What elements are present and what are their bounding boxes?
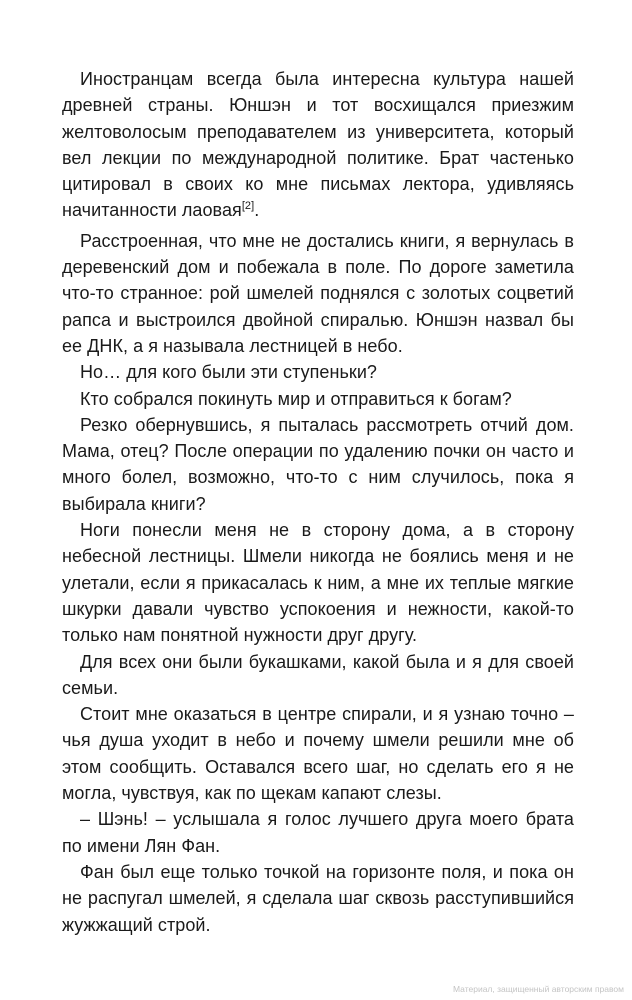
paragraph-9: – Шэнь! – услышала я голос лучшего друга моего брата по имени Лян Фан.	[62, 809, 574, 856]
copyright-watermark: Материал, защищенный авторским правом	[452, 984, 624, 994]
paragraph-3: Но… для кого были эти ступеньки?	[80, 362, 377, 383]
footnote-ref[interactable]: [2]	[241, 200, 255, 213]
paragraph-1-end: .	[254, 200, 260, 221]
paragraph-1	[62, 66, 574, 224]
paragraph-7: Для всех они были букашками, какой была и я для своей семьи.	[62, 651, 574, 698]
paragraph-4: Кто собрался покинуть мир и отправиться к богам?	[80, 388, 512, 409]
paragraph-10: Фан был еще только точкой на горизонте поля, и пока он не распугал шмелей, я сделала шаг сквозь расступившийся жужжащий строй.	[62, 861, 574, 935]
paragraph-8: Стоит мне оказаться в центре спирали, и я узнаю точно – чья душа уходит в небо и почему шмели решили мне об этом сообщить. Оставался всего шаг, но сделать его я не могла, чувствуя, как по щекам капают слезы.	[62, 704, 574, 804]
paragraph-2: Расстроенная, что мне не достались книги, я вернулась в деревенский дом и побежала в поле. По дороге заметила что-то странное: рой шмелей поднялся с золотых соцветий рапса и выстроился двойной спиралью. Юншэн назвал бы ее ДНК, а я называла лестницей в небо.	[62, 230, 574, 356]
paragraph-1-text: Иностранцам всегда была интересна культура нашей древней страны. Юншэн и тот восхищался приезжим желтоволосым преподавателем из университета, который вел лекции по международной политике. Брат частенько цитировал в своих ко мне письмах лектора, удивляясь начитанности лаовая	[62, 69, 574, 221]
paragraph-6: Ноги понесли меня не в сторону дома, а в сторону небесной лестницы. Шмели никогда не боялись меня и не улетали, если я прикасалась к ним, а мне их теплые мягкие шкурки давали чувство успокоения и нежности, какой-то только нам понятной нужности друг другу.	[62, 520, 574, 646]
page-body	[62, 66, 574, 938]
paragraph-5: Резко обернувшись, я пыталась рассмотреть отчий дом. Мама, отец? После операции по удалению почки он часто и много болел, возможно, что-то с ним случилось, пока я выбирала книги?	[62, 414, 574, 514]
